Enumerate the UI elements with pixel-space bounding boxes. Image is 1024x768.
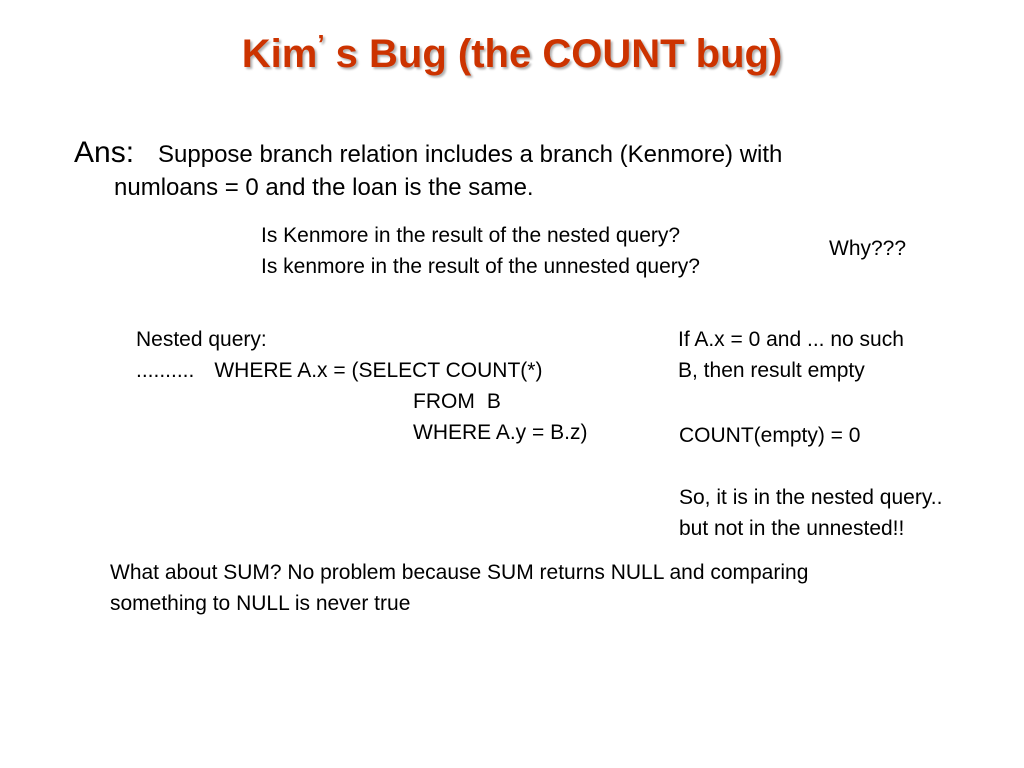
question-unnested: Is kenmore in the result of the unnested query? [261, 255, 700, 278]
answer-block [74, 136, 954, 204]
sum-note [110, 557, 808, 619]
nested-query-from-table: B [486, 390, 501, 413]
answer-line2: numloans = 0 and the loan is the same. [114, 174, 534, 201]
count-empty-note: COUNT(empty) = 0 [679, 424, 861, 447]
answer-label: Ans: [74, 136, 135, 169]
title-part2: s Bug (the COUNT bug) [324, 32, 783, 76]
nested-query-label: Nested query: [136, 328, 267, 351]
nested-query-from-line [136, 386, 587, 417]
question-nested: Is Kenmore in the result of the nested query? [261, 224, 681, 247]
sum-line1: What about SUM? No problem because SUM returns NULL and comparing [110, 561, 809, 584]
empty-result-line1: If A.x = 0 and ... no such [678, 328, 904, 351]
conclusion-note [679, 482, 942, 544]
nested-query-where2: WHERE A.y = B.z) [413, 421, 588, 444]
title-part1: Kim [241, 32, 318, 76]
nested-query-where-line [136, 355, 587, 386]
empty-result-line2: B, then result empty [678, 359, 865, 382]
answer-line1: Suppose branch relation includes a branch (Kenmore) with [158, 141, 783, 168]
nested-query-from: FROM [413, 390, 475, 413]
why-note: Why??? [829, 237, 907, 260]
sum-line2: something to NULL is never true [110, 592, 411, 615]
empty-result-note [678, 324, 904, 386]
title-apostrophe: ’ [317, 29, 325, 59]
nested-query-dots: .......... [136, 359, 195, 382]
nested-query-block [136, 324, 587, 448]
slide-title [0, 28, 1024, 80]
nested-query-where: WHERE A.x = (SELECT COUNT(*) [214, 359, 543, 382]
questions-block [261, 220, 700, 282]
conclusion-line1: So, it is in the nested query.. [679, 486, 943, 509]
conclusion-line2: but not in the unnested!! [679, 517, 905, 540]
